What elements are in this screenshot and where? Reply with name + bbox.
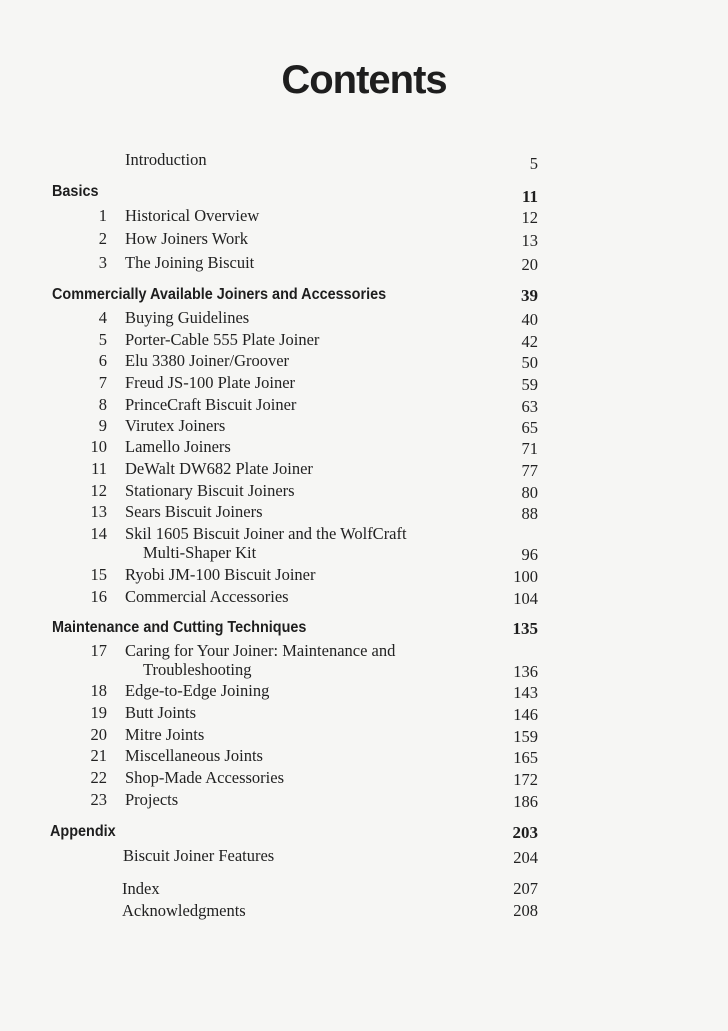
chapter-title: Lamello Joiners <box>125 437 231 456</box>
chapter-number: 22 <box>90 768 107 787</box>
chapter-title: Mitre Joints <box>125 725 205 744</box>
chapter-page: 88 <box>521 504 538 523</box>
chapter-number: 19 <box>90 703 107 722</box>
chapter-number: 8 <box>98 395 107 414</box>
chapter-title: Historical Overview <box>125 206 260 225</box>
chapter-number: 14 <box>90 524 107 543</box>
chapter-page: 143 <box>513 683 538 702</box>
chapter-title: How Joiners Work <box>125 229 249 248</box>
chapter-number: 12 <box>90 481 107 500</box>
chapter-page: 204 <box>513 848 538 867</box>
chapter-page: 50 <box>521 353 538 372</box>
section-page: 135 <box>512 619 538 638</box>
chapter-title: The Joining Biscuit <box>125 253 255 272</box>
chapter-title: Freud JS-100 Plate Joiner <box>125 373 296 392</box>
chapter-page: 71 <box>521 439 538 458</box>
chapter-number: 15 <box>90 565 107 584</box>
chapter-title-continued: Troubleshooting <box>143 660 252 679</box>
back-matter-title: Acknowledgments <box>122 901 246 920</box>
chapter-number: 7 <box>98 373 107 392</box>
chapter-page: 159 <box>513 727 538 746</box>
section-heading: Appendix <box>50 823 116 840</box>
chapter-title: Porter-Cable 555 Plate Joiner <box>125 330 320 349</box>
section-heading: Commercially Available Joiners and Accessories <box>52 286 387 303</box>
chapter-number: 17 <box>90 641 107 660</box>
chapter-page: 96 <box>521 545 538 564</box>
chapter-number: 3 <box>98 253 107 272</box>
chapter-title: Edge-to-Edge Joining <box>125 681 270 700</box>
chapter-page: 172 <box>513 770 538 789</box>
section-heading: Maintenance and Cutting Techniques <box>52 619 307 636</box>
chapter-number: 20 <box>90 725 107 744</box>
chapter-title: Biscuit Joiner Features <box>123 846 275 865</box>
chapter-page: 77 <box>521 461 538 480</box>
chapter-page: 12 <box>521 208 538 227</box>
chapter-title: Shop-Made Accessories <box>125 768 285 787</box>
chapter-number: 4 <box>98 308 107 327</box>
intro-title: Introduction <box>125 150 207 169</box>
chapter-title-continued: Multi-Shaper Kit <box>143 543 257 562</box>
back-matter-page: 208 <box>513 901 538 920</box>
chapter-number: 5 <box>98 330 107 349</box>
chapter-title: Sears Biscuit Joiners <box>125 502 263 521</box>
chapter-page: 63 <box>521 397 538 416</box>
chapter-number: 10 <box>90 437 107 456</box>
chapter-page: 80 <box>521 483 538 502</box>
chapter-number: 18 <box>90 681 107 700</box>
chapter-page: 65 <box>521 418 538 437</box>
chapter-title: PrinceCraft Biscuit Joiner <box>125 395 297 414</box>
chapter-page: 165 <box>513 748 538 767</box>
chapter-number: 16 <box>90 587 107 606</box>
chapter-title: Buying Guidelines <box>125 308 250 327</box>
chapter-page: 136 <box>513 662 538 681</box>
chapter-title: DeWalt DW682 Plate Joiner <box>125 459 313 478</box>
chapter-title: Elu 3380 Joiner/Groover <box>125 351 290 370</box>
chapter-number: 13 <box>90 502 107 521</box>
chapter-page: 146 <box>513 705 538 724</box>
chapter-title: Skil 1605 Biscuit Joiner and the WolfCraft <box>125 524 407 543</box>
chapter-title: Virutex Joiners <box>125 416 226 435</box>
chapter-page: 59 <box>521 375 538 394</box>
chapter-page: 20 <box>521 255 538 274</box>
section-page: 39 <box>521 286 538 305</box>
chapter-title: Projects <box>125 790 179 809</box>
chapter-page: 42 <box>521 332 538 351</box>
chapter-title: Caring for Your Joiner: Maintenance and <box>125 641 396 660</box>
back-matter-title: Index <box>122 879 160 898</box>
chapter-page: 40 <box>521 310 538 329</box>
chapter-number: 1 <box>98 206 107 225</box>
chapter-page: 104 <box>513 589 538 608</box>
chapter-title: Miscellaneous Joints <box>125 746 263 765</box>
chapter-page: 13 <box>521 231 538 250</box>
chapter-title: Ryobi JM-100 Biscuit Joiner <box>125 565 316 584</box>
intro-page: 5 <box>529 154 538 173</box>
chapter-title: Butt Joints <box>125 703 197 722</box>
chapter-number: 21 <box>90 746 107 765</box>
chapter-page: 186 <box>513 792 538 811</box>
page-title: Contents <box>281 58 447 102</box>
chapter-page: 100 <box>513 567 538 586</box>
chapter-title: Commercial Accessories <box>125 587 289 606</box>
section-page: 11 <box>521 187 538 206</box>
chapter-number: 23 <box>90 790 107 809</box>
chapter-number: 9 <box>98 416 107 435</box>
section-page: 203 <box>512 823 538 842</box>
chapter-number: 6 <box>98 351 107 370</box>
section-heading: Basics <box>52 183 99 200</box>
back-matter-page: 207 <box>513 879 538 898</box>
chapter-title: Stationary Biscuit Joiners <box>125 481 295 500</box>
chapter-number: 2 <box>98 229 107 248</box>
chapter-number: 11 <box>91 459 107 478</box>
